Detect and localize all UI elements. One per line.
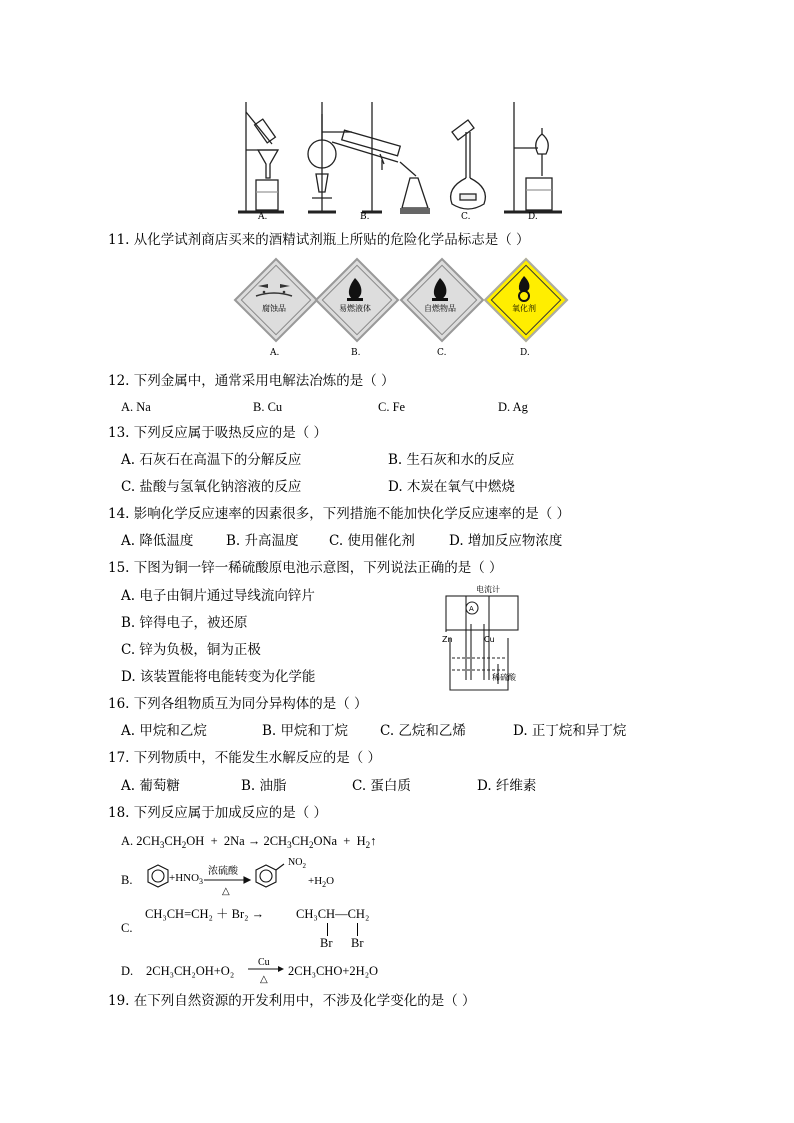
flame-icon	[315, 276, 395, 302]
hazard-label: 腐蚀品	[262, 304, 286, 313]
option-d: D. 木炭在氧气中燃烧	[388, 479, 515, 495]
question-18: 18. 下列反应属于加成反应的是（ ）	[108, 805, 328, 821]
hazard-label: 自燃物品	[424, 304, 456, 313]
meter-label: 电流计	[476, 585, 500, 594]
bromine-label: Br	[351, 936, 364, 950]
option-c: C. 蛋白质	[352, 778, 411, 794]
figure-caption-d: D.	[528, 212, 538, 222]
svg-text:NO2: $NO_2$	[288, 857, 306, 870]
figure-caption-b: B.	[360, 212, 370, 222]
option-c-label: C.	[121, 921, 133, 935]
hazard-sign-oxidizer	[484, 258, 564, 338]
nitro-group: NO	[288, 857, 303, 868]
option-c: C. 乙烷和乙烯	[380, 723, 466, 739]
apparatus-figure	[232, 92, 572, 222]
option-a: A. 电子由铜片通过导线流向锌片	[121, 588, 315, 604]
option-b: B. Cu	[253, 400, 283, 414]
option-b-label: B.	[121, 873, 133, 887]
question-11: 11. 从化学试剂商店买来的酒精试剂瓶上所贴的危险化学品标志是（ ）	[108, 232, 530, 248]
catalyst-label: Cu	[258, 957, 270, 968]
sign-letter-a: A.	[270, 348, 280, 358]
hazard-label: 氧化剂	[512, 304, 536, 313]
question-19: 19. 在下列自然资源的开发利用中，不涉及化学变化的是（ ）	[108, 993, 476, 1009]
option-b: B. 锌得电子，被还原	[121, 615, 248, 631]
svg-text:+HNO3: $+HNO_3$	[169, 872, 204, 886]
option-c: C. Fe	[378, 400, 406, 414]
sign-letter-c: C.	[437, 348, 447, 358]
galvanic-cell-diagram	[436, 584, 536, 696]
zinc-label: Zn	[442, 635, 453, 644]
option-c: C. 锌为负极，铜为正极	[121, 642, 261, 658]
figure-caption-a: A.	[258, 212, 268, 222]
hazard-sign-flammable-liquid	[315, 258, 395, 338]
acid-label: 稀硫酸	[492, 673, 516, 682]
question-14: 14. 影响化学反应速率的因素很多，下列措施不能加快化学反应速率的是（ ）	[108, 506, 571, 522]
flame-over-circle-icon	[484, 276, 564, 302]
option-c-product: CH₃CH—CH₂	[296, 907, 370, 921]
option-b: B. 生石灰和水的反应	[388, 452, 515, 468]
option-d-label: D.	[121, 964, 134, 978]
option-c-reactants: CH₃CH=CH₂ ＋ Br₂ →	[145, 907, 265, 921]
figure-caption-c: C.	[461, 212, 471, 222]
option-d: D. 增加反应物浓度	[449, 533, 563, 549]
question-12: 12. 下列金属中，通常采用电解法冶炼的是（ ）	[108, 373, 395, 389]
option-d-products: 2CH₃CHO+2H₂O	[288, 964, 379, 978]
hazard-sign-spontaneous-combustion	[400, 258, 480, 338]
sign-letter-d: D.	[520, 348, 530, 358]
option-a-label: A.	[121, 834, 134, 848]
option-c: C. 盐酸与氢氧化钠溶液的反应	[121, 479, 302, 495]
question-16: 16. 下列各组物质互为同分异构体的是（ ）	[108, 696, 368, 712]
option-d: D. 纤维素	[477, 778, 537, 794]
copper-label: Cu	[484, 635, 495, 644]
bromine-label: Br	[320, 936, 333, 950]
ammeter-symbol: A	[469, 605, 474, 613]
heat-symbol: △	[222, 886, 230, 897]
option-d: D. Ag	[498, 400, 528, 414]
option-b: B. 升高温度	[226, 533, 299, 549]
svg-text:+H2O: $+H_2O$	[308, 875, 335, 889]
option-a: A. 石灰石在高温下的分解反应	[121, 452, 302, 468]
option-b-equation	[138, 856, 358, 900]
option-d: D. 正丁烷和异丁烷	[513, 723, 627, 739]
corrosive-icon	[234, 276, 314, 302]
option-b: B. 油脂	[241, 778, 287, 794]
hazard-sign-corrosive	[234, 258, 314, 338]
option-a: A. Na	[121, 400, 151, 414]
catalyst-label: 浓硫酸	[208, 866, 238, 877]
option-a: A. 葡萄糖	[121, 778, 180, 794]
flame-icon	[400, 276, 480, 302]
question-13: 13. 下列反应属于吸热反应的是（ ）	[108, 425, 328, 441]
question-15: 15. 下图为铜一锌一稀硫酸原电池示意图，下列说法正确的是（ ）	[108, 560, 503, 576]
option-a: A. 降低温度	[121, 533, 194, 549]
question-17: 17. 下列物质中，不能发生水解反应的是（ ）	[108, 750, 382, 766]
option-a: A. 甲烷和乙烷	[121, 723, 207, 739]
reaction-arrow	[246, 955, 286, 985]
option-a-equation: A. $2CH_3CH_2OH + 2Na \to 2CH_3CH_2ONa$ + $H_2↑$	[121, 834, 377, 850]
hazard-label: 易燃液体	[339, 304, 371, 313]
sign-letter-b: B.	[351, 348, 361, 358]
option-d: D. 该装置能将电能转变为化学能	[121, 669, 316, 685]
heat-symbol: △	[260, 974, 268, 985]
option-b: B. 甲烷和丁烷	[262, 723, 349, 739]
option-c: C. 使用催化剂	[329, 533, 415, 549]
option-d-reactants: 2CH₃CH₂OH+O₂	[146, 964, 235, 978]
